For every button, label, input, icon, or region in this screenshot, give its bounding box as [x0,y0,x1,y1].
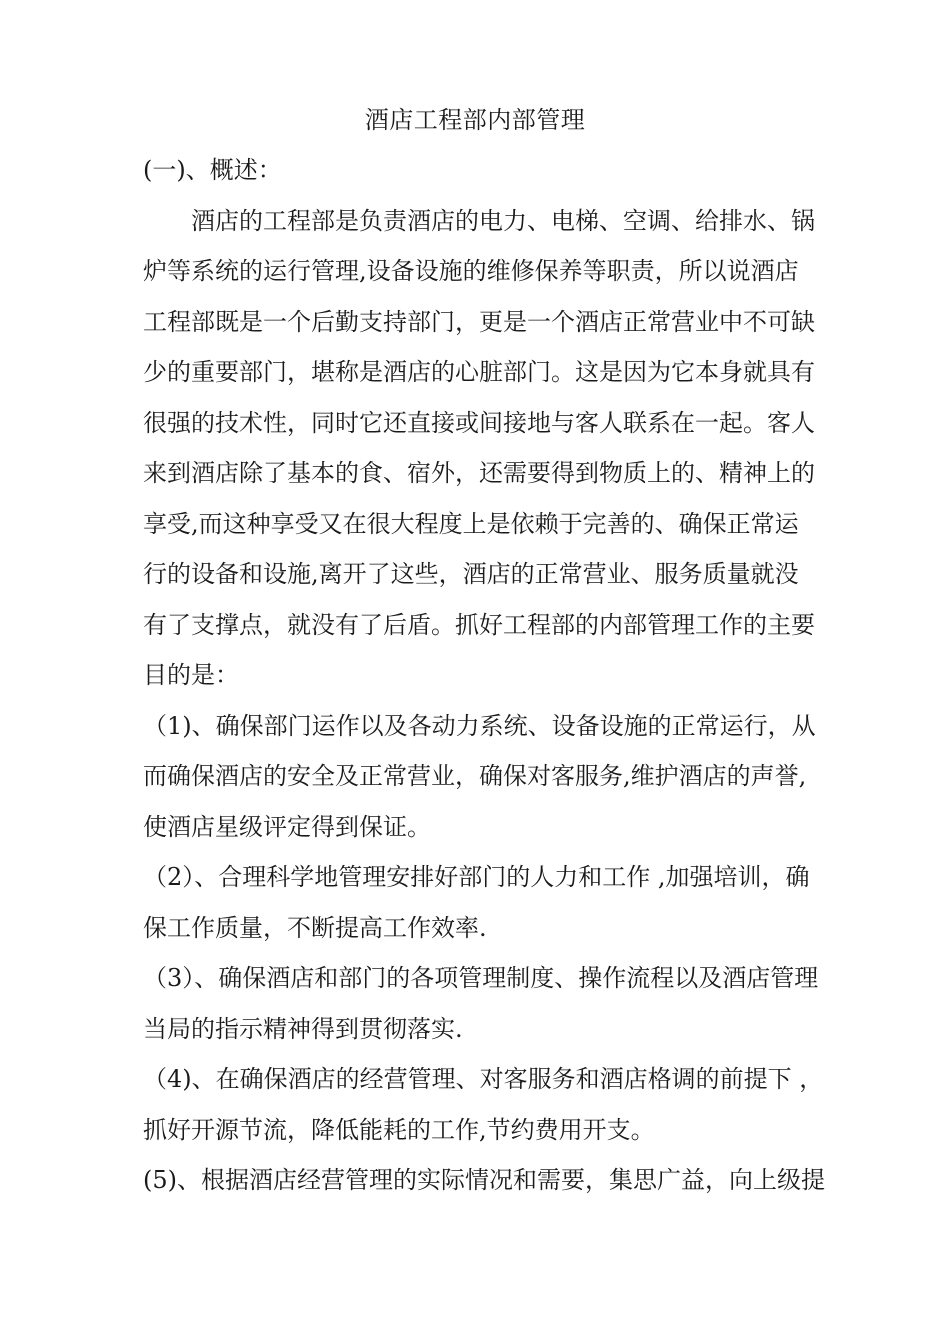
paragraph-line: 酒店的工程部是负责酒店的电力、电梯、空调、给排水、锅 [191,206,815,235]
item-line: 抓好开源节流，降低能耗的工作,节约费用开支。 [143,1115,655,1144]
item-line: （1)、确保部门运作以及各动力系统、设备设施的正常运行，从 [143,711,816,740]
paragraph-line: 享受,而这种享受又在很大程度上是依赖于完善的、确保正常运 [143,509,799,538]
list-item [143,953,833,1054]
list-item [143,1054,833,1155]
document-title: 酒店工程部内部管理 [364,106,586,134]
overview-paragraph [143,196,833,701]
item-line: （3）、确保酒店和部门的各项管理制度、操作流程以及酒店管理 [143,964,819,992]
paragraph-line: 行的设备和设施,离开了这些，酒店的正常营业、服务质量就没 [143,560,799,588]
section-heading: (一)、概述： [143,156,282,184]
item-line: 使酒店星级评定得到保证。 [143,812,431,841]
paragraph-line: 少的重要部门，堪称是酒店的心脏部门。这是因为它本身就具有 [143,358,815,386]
paragraph-line: 来到酒店除了基本的食、宿外，还需要得到物质上的、精神上的 [143,459,815,487]
list-item [143,852,833,953]
document-body [143,145,833,1206]
list-item [143,701,833,853]
paragraph-line: 目的是： [143,661,239,689]
item-line: 当局的指示精神得到贯彻落实. [143,1014,463,1043]
item-line: (5)、根据酒店经营管理的实际情况和需要，集思广益，向上级提 [143,1166,825,1194]
paragraph-line: 有了支撑点，就没有了后盾。抓好工程部的内部管理工作的主要 [143,610,815,639]
paragraph-line: 炉等系统的运行管理,设备设施的维修保养等职责，所以说酒店 [143,257,799,285]
item-line: （4)、在确保酒店的经营管理、对客服务和酒店格调的前提下 ， [143,1065,824,1093]
paragraph-line: 很强的技术性，同时它还直接或间接地与客人联系在一起。客人 [143,408,815,437]
item-line: 而确保酒店的安全及正常营业，确保对客服务,维护酒店的声誉, [143,762,807,790]
list-item [143,1155,833,1206]
paragraph-line: 工程部既是一个后勤支持部门，更是一个酒店正常营业中不可缺 [143,307,815,336]
item-line: 保工作质量，不断提高工作效率. [143,913,487,942]
item-line: （2）、合理科学地管理安排好部门的人力和工作 ,加强培训，确 [143,863,810,891]
